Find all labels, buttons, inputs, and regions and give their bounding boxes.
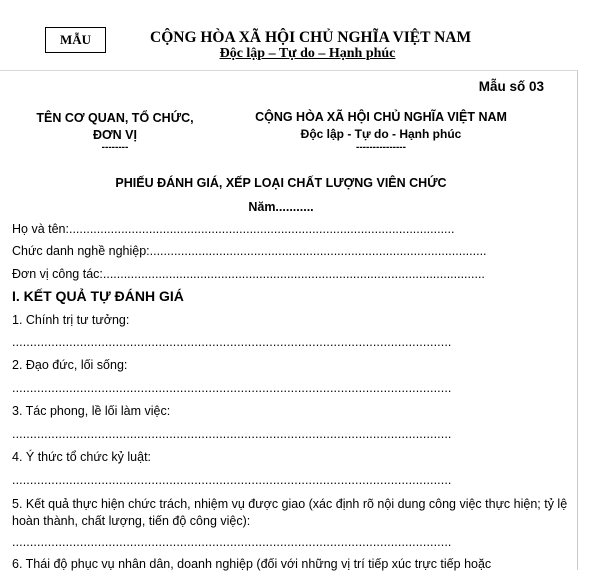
section-heading-self-assessment: I. KẾT QUẢ TỰ ĐÁNH GIÁ — [12, 288, 184, 304]
item-service-attitude: 6. Thái độ phục vụ nhân dân, doanh nghiệp (đối với những vị trí tiếp xúc trực tiếp hoặc — [12, 557, 492, 571]
dotted-line: ........................................................................................................................... — [12, 381, 452, 395]
motto: Độc lập - Tự do - Hạnh phúc — [300, 127, 462, 141]
item-task-results: 5. Kết quả thực hiện chức trách, nhiệm vụ được giao (xác định rõ nội dung công việc thực hiện; tỷ lệ hoàn thành, chất lượng, tiến độ công việc): — [12, 497, 568, 528]
outer-motto-text: Độc lập – Tự do – Hạnh phúc — [219, 46, 396, 61]
motto-separator: --------------- — [356, 142, 406, 153]
form-year: Năm........... — [248, 200, 314, 214]
agency-heading — [20, 110, 210, 144]
agency-line-1: TÊN CƠ QUAN, TỔ CHỨC, — [36, 111, 194, 125]
item-discipline: 4. Ý thức tổ chức kỷ luật: — [12, 450, 152, 464]
sample-badge: MẪU — [45, 27, 106, 53]
name-field: Họ và tên:............................................................................................................... — [12, 222, 455, 236]
agency-line-2: ĐƠN VỊ — [92, 128, 137, 142]
outer-nation-heading: CỘNG HÒA XÃ HỘI CHỦ NGHĨA VIỆT NAM — [150, 29, 472, 46]
job-title-field: Chức danh nghề nghiệp:................................................................................................. — [12, 244, 487, 258]
item-work-manner: 3. Tác phong, lề lối làm việc: — [12, 404, 171, 418]
item-political-ideology: 1. Chính trị tư tưởng: — [12, 313, 130, 327]
agency-separator: -------- — [101, 142, 129, 153]
dotted-line: ........................................................................................................................... — [12, 427, 452, 441]
form-title: PHIẾU ĐÁNH GIÁ, XẾP LOẠI CHẤT LƯỢNG VIÊN CHỨC — [115, 176, 447, 190]
item-ethics-lifestyle: 2. Đạo đức, lối sống: — [12, 358, 128, 372]
form-number: Mẫu số 03 — [478, 79, 544, 94]
dotted-line: ........................................................................................................................... — [12, 335, 452, 349]
outer-motto — [150, 46, 465, 62]
nation-heading: CỘNG HÒA XÃ HỘI CHỦ NGHĨA VIỆT NAM — [255, 110, 507, 124]
dotted-line: ........................................................................................................................... — [12, 473, 452, 487]
work-unit-field: Đơn vị công tác:.............................................................................................................. — [12, 267, 485, 281]
dotted-line: ........................................................................................................................... — [12, 535, 452, 549]
